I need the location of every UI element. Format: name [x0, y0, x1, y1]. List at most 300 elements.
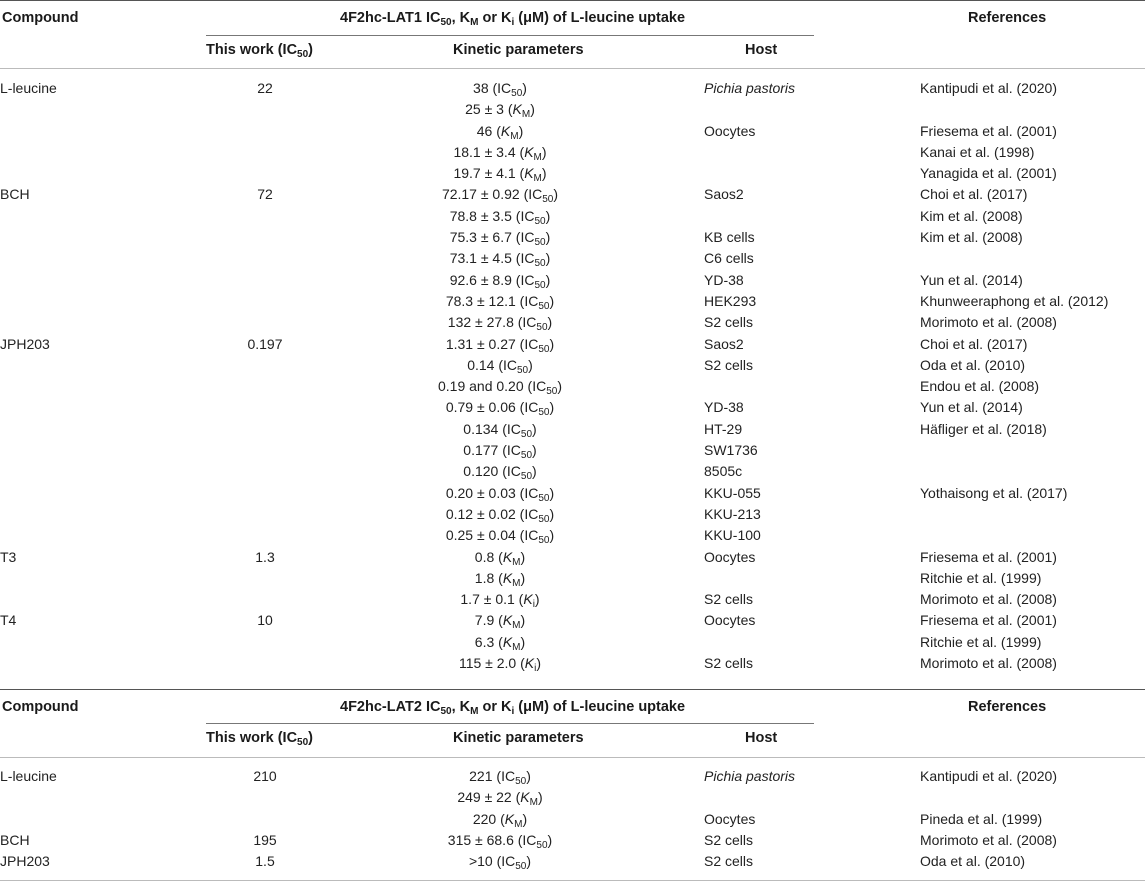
kinetic-value: 0.8 — [474, 548, 495, 565]
open-paren: ( — [515, 335, 525, 352]
host-cell — [670, 809, 920, 830]
table-row — [0, 376, 1145, 397]
this-work-cell — [200, 653, 330, 674]
reference-cell: Yun et al. (2014) — [920, 399, 1023, 416]
compound-cell — [0, 312, 200, 333]
param-symbol: IC — [524, 527, 539, 544]
kinetic-cell — [330, 483, 670, 504]
table2-header-host: Host — [745, 730, 778, 746]
compound-cell — [0, 787, 200, 808]
close-paren: ) — [532, 463, 537, 480]
table1-header-host: Host — [745, 42, 778, 58]
compound-cell — [0, 121, 200, 142]
kinetic-cell — [330, 397, 670, 418]
open-paren: ( — [515, 399, 525, 416]
kinetic-cell — [330, 851, 670, 872]
host-cell — [670, 419, 920, 440]
kinetic-cell — [330, 227, 670, 248]
open-paren: ( — [515, 143, 525, 160]
param-symbol: K — [500, 122, 511, 139]
host-cell — [670, 589, 920, 610]
table-row — [0, 121, 1145, 142]
compound-cell — [0, 632, 200, 653]
param-subscript: M — [533, 151, 542, 163]
kinetic-value: 0.134 — [463, 420, 499, 437]
table-row — [0, 830, 1145, 851]
kinetic-value: 220 — [472, 810, 497, 827]
kinetic-value: 315 ± 68.6 — [447, 831, 514, 848]
open-paren: ( — [515, 527, 525, 544]
this-work-cell — [200, 461, 330, 482]
kinetic-cell — [330, 142, 670, 163]
param-symbol: IC — [520, 229, 535, 246]
close-paren: ) — [522, 810, 528, 827]
kinetic-value: 0.14 — [467, 356, 495, 373]
param-symbol: IC — [522, 314, 537, 331]
this-work-cell — [200, 227, 330, 248]
close-paren: ) — [532, 442, 537, 459]
host-text: SW1736 — [704, 442, 758, 459]
host-text: Pichia pastoris — [704, 80, 796, 96]
this-work-cell: 22 — [257, 80, 273, 96]
host-cell — [670, 504, 920, 525]
reference-cell — [920, 787, 1145, 808]
host-text: Oocytes — [704, 122, 756, 139]
open-paren: ( — [498, 420, 507, 437]
compound-cell — [0, 589, 200, 610]
close-paren: ) — [549, 505, 555, 522]
param-subscript: 50 — [534, 237, 546, 249]
close-paren: ) — [545, 229, 551, 246]
host-text: KKU-100 — [704, 527, 761, 544]
param-subscript: 50 — [520, 471, 533, 483]
param-symbol: K — [502, 548, 513, 565]
host-cell — [670, 610, 920, 631]
table-row — [0, 334, 1145, 355]
reference-cell: Yothaisong et al. (2017) — [920, 484, 1068, 501]
compound-cell — [0, 291, 200, 312]
compound-cell — [0, 206, 200, 227]
kinetic-cell — [330, 99, 670, 120]
this-work-cell — [200, 809, 330, 830]
kinetic-cell — [330, 461, 670, 482]
open-paren: ( — [494, 633, 503, 650]
close-paren: ) — [522, 80, 527, 96]
host-text: Saos2 — [704, 335, 744, 352]
compound-cell — [0, 99, 200, 120]
table1-top-rule — [0, 0, 1145, 1]
this-work-cell: 210 — [253, 768, 277, 784]
param-symbol: IC — [524, 484, 539, 501]
param-symbol: IC — [501, 768, 516, 784]
close-paren: ) — [520, 612, 526, 629]
param-symbol: IC — [524, 399, 539, 416]
reference-cell: Oda et al. (2010) — [920, 853, 1026, 870]
host-cell — [670, 184, 920, 205]
open-paren: ( — [492, 122, 501, 139]
kinetic-cell — [330, 184, 670, 205]
close-paren: ) — [541, 143, 547, 160]
this-work-cell — [200, 291, 330, 312]
param-subscript: i — [534, 663, 537, 675]
close-paren: ) — [549, 292, 555, 309]
param-symbol: IC — [528, 186, 543, 203]
close-paren: ) — [534, 591, 540, 608]
host-text: S2 cells — [704, 853, 754, 870]
table1-header-this-work: This work $(IC_{50})$ — [206, 42, 314, 60]
close-paren: ) — [536, 655, 542, 672]
host-cell — [670, 632, 920, 653]
table-row — [0, 440, 1145, 461]
table-row — [0, 99, 1145, 120]
param-subscript: 50 — [511, 88, 523, 99]
host-cell — [670, 568, 920, 589]
open-paren: ( — [492, 768, 502, 784]
param-subscript: 50 — [546, 386, 558, 398]
this-work-cell: 10 — [257, 612, 273, 629]
host-cell — [670, 830, 920, 851]
host-cell — [670, 525, 920, 546]
compound-cell — [0, 248, 200, 269]
close-paren: ) — [557, 378, 562, 395]
compound-cell — [0, 270, 200, 291]
compound-cell — [0, 483, 200, 504]
this-work-cell: 1.5 — [255, 853, 275, 870]
this-work-cell — [200, 397, 330, 418]
param-symbol: IC — [497, 80, 512, 96]
this-work-cell — [200, 206, 330, 227]
host-cell — [670, 653, 920, 674]
table2-header-compound: Compound — [2, 699, 79, 715]
open-paren: ( — [492, 853, 502, 870]
table1-header-references: References — [968, 10, 1047, 26]
compound-cell: JPH203 — [0, 335, 50, 352]
param-symbol: IC — [503, 356, 517, 373]
open-paren: ( — [494, 356, 503, 373]
table1-header-compound: Compound — [2, 10, 79, 26]
close-paren: ) — [545, 207, 551, 224]
reference-cell — [920, 99, 1145, 120]
kinetic-value: 1.8 — [474, 569, 495, 586]
reference-cell — [920, 525, 1145, 546]
reference-cell: Yanagida et al. (2001) — [920, 165, 1057, 182]
reference-cell: Endou et al. (2008) — [920, 378, 1040, 395]
host-cell — [670, 99, 920, 120]
table-row — [0, 851, 1145, 872]
open-paren: ( — [511, 207, 521, 224]
compound-cell — [0, 163, 200, 184]
table-row — [0, 248, 1145, 269]
host-cell — [670, 787, 920, 808]
param-subscript: 50 — [536, 839, 548, 851]
host-cell — [670, 355, 920, 376]
host-text: C6 cells — [704, 250, 754, 267]
this-work-cell — [200, 419, 330, 440]
table1-header-rule — [0, 68, 1145, 69]
kinetic-value: 1.7 ± 0.1 — [460, 591, 515, 608]
param-subscript: 50 — [534, 258, 546, 270]
reference-cell: Kim et al. (2008) — [920, 229, 1023, 246]
table1-header-span: 4F2hc-LAT1 $IC_{50}$, $K_M$ or $K_i$ (μM) of L-leucine uptake — [340, 10, 686, 28]
host-text: S2 cells — [704, 356, 754, 373]
compound-cell: JPH203 — [0, 853, 50, 870]
param-subscript: 50 — [542, 194, 554, 206]
kinetic-cell — [330, 334, 670, 355]
table2-header-span: 4F2hc-LAT2 $IC_{50}$, $K_M$ or $K_i$ (μM) of L-leucine uptake — [340, 699, 686, 717]
param-subscript: M — [512, 620, 521, 632]
host-text: Oocytes — [704, 810, 756, 827]
close-paren: ) — [537, 789, 543, 806]
host-cell — [670, 851, 920, 872]
host-cell — [670, 334, 920, 355]
kinetic-cell — [330, 355, 670, 376]
table2-body — [0, 766, 1145, 872]
table-row — [0, 184, 1145, 205]
host-text: Oocytes — [704, 612, 756, 629]
this-work-cell — [200, 632, 330, 653]
table-row — [0, 397, 1145, 418]
close-paren: ) — [530, 101, 535, 118]
table-row — [0, 504, 1145, 525]
kinetic-cell — [330, 830, 670, 851]
param-subscript: 50 — [517, 364, 529, 376]
reference-cell: Kantipudi et al. (2020) — [920, 768, 1057, 784]
this-work-cell: 1.3 — [255, 548, 275, 565]
kinetic-cell — [330, 248, 670, 269]
open-paren: ( — [511, 271, 521, 288]
kinetic-value: 1.31 ± 0.27 — [445, 335, 516, 352]
this-work-cell — [200, 568, 330, 589]
open-paren: ( — [515, 505, 525, 522]
this-work-cell: 0.197 — [247, 335, 283, 352]
param-symbol: IC — [501, 853, 516, 870]
this-work-cell — [200, 504, 330, 525]
table-row — [0, 653, 1145, 674]
kinetic-cell — [330, 787, 670, 808]
param-symbol: IC — [524, 292, 539, 309]
this-work-cell — [200, 787, 330, 808]
table-row — [0, 610, 1145, 631]
host-text: 8505c — [704, 463, 743, 480]
kinetic-value: 7.9 — [474, 612, 495, 629]
compound-cell: BCH — [0, 831, 30, 848]
open-paren: ( — [496, 810, 505, 827]
kinetic-value: 72.17 ± 0.92 — [441, 186, 520, 203]
param-subscript: M — [514, 818, 523, 830]
reference-cell: Morimoto et al. (2008) — [920, 591, 1057, 608]
param-subscript: 50 — [534, 279, 546, 291]
open-paren: ( — [498, 442, 507, 459]
kinetic-cell — [330, 547, 670, 568]
this-work-cell — [200, 440, 330, 461]
compound-cell: L-leucine — [0, 768, 57, 784]
table-row — [0, 525, 1145, 546]
kinetic-cell — [330, 589, 670, 610]
kinetic-cell — [330, 525, 670, 546]
host-text: S2 cells — [704, 314, 754, 331]
param-symbol: IC — [506, 463, 521, 480]
table1-header-kinetic: Kinetic parameters — [453, 42, 584, 58]
open-paren: ( — [494, 569, 503, 586]
reference-cell: Ritchie et al. (1999) — [920, 569, 1042, 586]
host-cell — [670, 766, 920, 787]
param-subscript: M — [529, 797, 538, 809]
host-text: KKU-055 — [704, 484, 761, 501]
open-paren: ( — [516, 655, 525, 672]
host-cell — [670, 227, 920, 248]
close-paren: ) — [547, 831, 553, 848]
param-subscript: i — [532, 599, 535, 611]
this-work-cell — [200, 163, 330, 184]
host-cell — [670, 461, 920, 482]
param-symbol: K — [504, 810, 515, 827]
param-subscript: 50 — [515, 861, 527, 873]
param-subscript: M — [521, 109, 531, 121]
open-paren: ( — [513, 831, 523, 848]
this-work-cell — [200, 312, 330, 333]
param-symbol: K — [502, 633, 513, 650]
param-subscript: M — [510, 130, 519, 142]
kinetic-value: 75.3 ± 6.7 — [449, 229, 512, 246]
table1-spanner-rule — [206, 35, 814, 36]
kinetic-cell — [330, 78, 670, 99]
reference-cell: Choi et al. (2017) — [920, 335, 1028, 352]
host-cell — [670, 291, 920, 312]
param-subscript: 50 — [538, 492, 550, 504]
host-text: Saos2 — [704, 186, 744, 203]
table1-body — [0, 78, 1145, 674]
reference-cell: Kim et al. (2008) — [920, 207, 1023, 224]
param-subscript: 50 — [538, 535, 550, 547]
table-row — [0, 312, 1145, 333]
compound-cell: L-leucine — [0, 80, 57, 96]
close-paren: ) — [549, 527, 555, 544]
reference-cell: Kanai et al. (1998) — [920, 143, 1035, 160]
this-work-cell — [200, 355, 330, 376]
table-row — [0, 547, 1145, 568]
compound-cell — [0, 525, 200, 546]
close-paren: ) — [520, 633, 526, 650]
open-paren: ( — [515, 484, 525, 501]
kinetic-value: 0.12 ± 0.02 — [445, 505, 516, 522]
close-paren: ) — [545, 250, 551, 267]
host-text: KKU-213 — [704, 505, 761, 522]
kinetic-cell — [330, 419, 670, 440]
kinetic-value: 221 — [469, 768, 493, 784]
kinetic-value: 0.20 ± 0.03 — [445, 484, 516, 501]
table-row — [0, 270, 1145, 291]
host-cell — [670, 376, 920, 397]
param-subscript: M — [533, 173, 542, 185]
open-paren: ( — [519, 186, 529, 203]
open-paren: ( — [514, 591, 524, 608]
param-subscript: 50 — [520, 450, 533, 462]
kinetic-cell — [330, 610, 670, 631]
compound-cell — [0, 440, 200, 461]
table-row — [0, 142, 1145, 163]
host-text: HEK293 — [704, 292, 757, 309]
param-subscript: 50 — [534, 215, 546, 227]
param-subscript: 50 — [515, 776, 527, 787]
param-symbol: IC — [520, 207, 535, 224]
reference-cell — [920, 248, 1145, 269]
param-symbol: K — [524, 165, 534, 182]
host-cell — [670, 312, 920, 333]
kinetic-cell — [330, 632, 670, 653]
close-paren: ) — [526, 768, 531, 784]
this-work-cell — [200, 376, 330, 397]
compound-cell — [0, 461, 200, 482]
kinetic-value: 132 ± 27.8 — [447, 314, 514, 331]
compound-cell — [0, 809, 200, 830]
compound-cell — [0, 653, 200, 674]
table-row — [0, 461, 1145, 482]
param-symbol: IC — [506, 420, 521, 437]
param-subscript: 50 — [538, 343, 550, 355]
compound-cell — [0, 568, 200, 589]
kinetic-value: 46 — [476, 122, 493, 139]
table-row — [0, 589, 1145, 610]
param-symbol: IC — [522, 831, 537, 848]
reference-cell: Oda et al. (2010) — [920, 356, 1026, 373]
host-cell — [670, 270, 920, 291]
param-symbol: K — [502, 569, 513, 586]
compound-cell: T3 — [0, 548, 17, 565]
compound-cell: T4 — [0, 612, 17, 629]
host-cell — [670, 163, 920, 184]
close-paren: ) — [518, 122, 524, 139]
this-work-cell — [200, 248, 330, 269]
param-subscript: M — [512, 556, 521, 568]
table2-top-rule — [0, 689, 1145, 690]
host-text: YD-38 — [704, 271, 744, 288]
reference-cell: Friesema et al. (2001) — [920, 548, 1057, 565]
this-work-cell — [200, 525, 330, 546]
compound-cell — [0, 355, 200, 376]
reference-cell: Morimoto et al. (2008) — [920, 655, 1057, 672]
this-work-cell — [200, 483, 330, 504]
this-work-cell — [200, 142, 330, 163]
table-row — [0, 632, 1145, 653]
kinetic-cell — [330, 809, 670, 830]
table-row — [0, 206, 1145, 227]
param-symbol: IC — [532, 378, 547, 395]
table-row — [0, 766, 1145, 787]
compound-cell — [0, 376, 200, 397]
host-text: Pichia pastoris — [704, 768, 796, 784]
table-row — [0, 291, 1145, 312]
kinetic-cell — [330, 766, 670, 787]
param-symbol: K — [523, 591, 533, 608]
kinetic-value: 0.79 ± 0.06 — [445, 399, 516, 416]
table2-header-rule — [0, 757, 1145, 758]
open-paren: ( — [503, 101, 513, 118]
host-cell — [670, 483, 920, 504]
close-paren: ) — [549, 484, 555, 501]
reference-cell: Friesema et al. (2001) — [920, 612, 1057, 629]
table2-header-references: References — [968, 699, 1047, 715]
close-paren: ) — [520, 548, 526, 565]
reference-cell: Kantipudi et al. (2020) — [920, 80, 1057, 96]
open-paren: ( — [515, 165, 525, 182]
host-cell — [670, 121, 920, 142]
reference-cell: Morimoto et al. (2008) — [920, 831, 1057, 848]
reference-cell — [920, 461, 1145, 482]
kinetic-cell — [330, 291, 670, 312]
param-symbol: K — [520, 789, 530, 806]
reference-cell: Friesema et al. (2001) — [920, 122, 1057, 139]
this-work-cell: 195 — [253, 831, 277, 848]
